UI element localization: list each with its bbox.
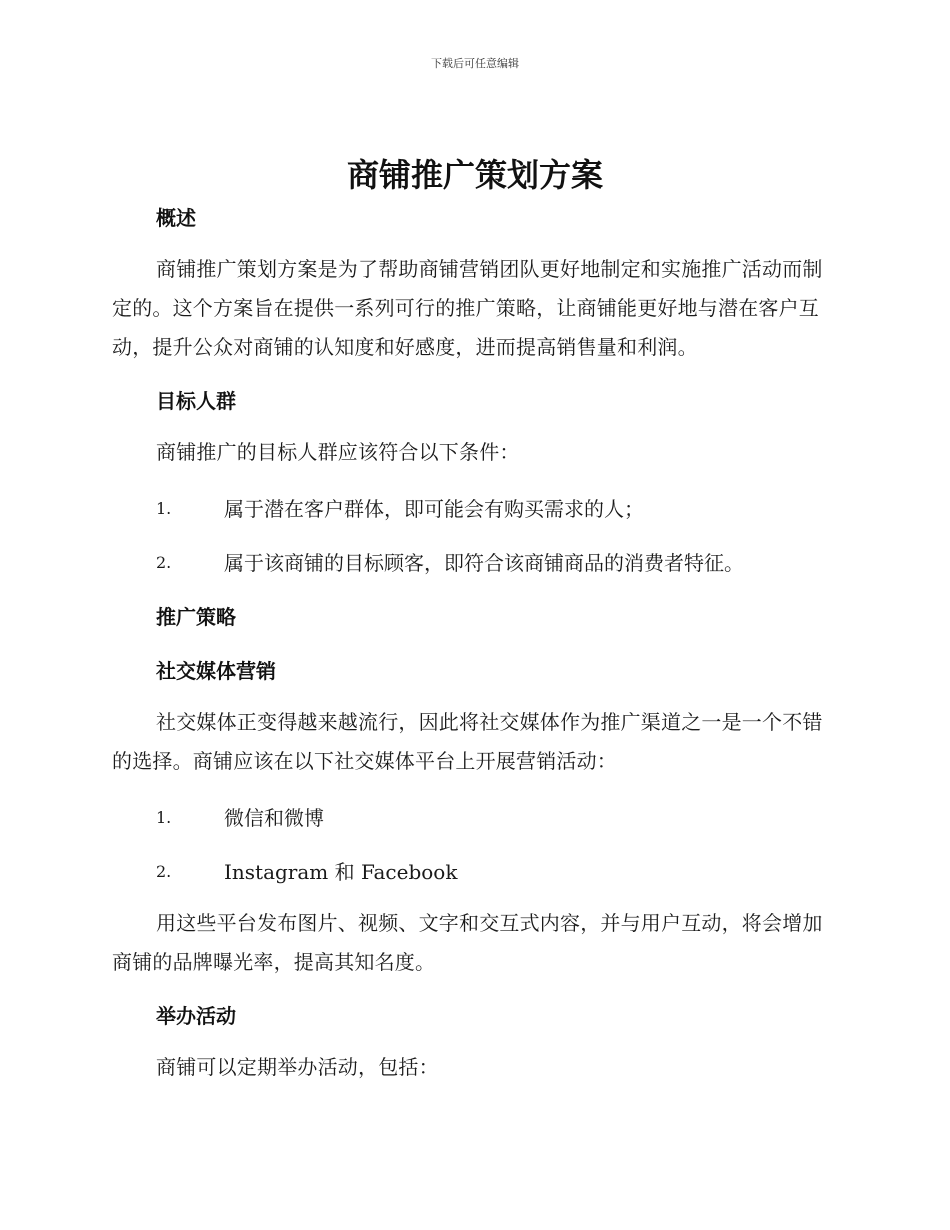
section-heading-target: 目标人群	[156, 389, 236, 413]
list-number: 2.	[156, 862, 172, 881]
document-title: 商铺推广策划方案	[346, 156, 603, 194]
header-note: 下载后可任意编辑	[431, 57, 519, 70]
list-number: 1.	[156, 808, 172, 827]
social-summary-paragraph: 用这些平台发布图片、视频、文字和交互式内容，并与用户互动，将会增加商铺的品牌曝光率，提高其知名度。	[112, 911, 823, 974]
list-text: Instagram 和 Facebook	[224, 860, 458, 884]
list-number: 1.	[156, 499, 172, 518]
social-paragraph: 社交媒体正变得越来越流行，因此将社交媒体作为推广渠道之一是一个不错的选择。商铺应该在以下社交媒体平台上开展营销活动：	[112, 710, 823, 773]
list-text: 属于潜在客户群体，即可能会有购买需求的人；	[224, 497, 644, 521]
section-heading-events: 举办活动	[156, 1004, 236, 1028]
list-item	[112, 796, 834, 850]
list-text: 属于该商铺的目标顾客，即符合该商铺商品的消费者特征。	[224, 551, 744, 575]
section-heading-strategy: 推广策略	[156, 605, 236, 629]
list-item	[112, 541, 834, 595]
target-paragraph: 商铺推广的目标人群应该符合以下条件：	[156, 440, 520, 464]
section-heading-overview: 概述	[156, 206, 196, 230]
section-heading-social: 社交媒体营销	[156, 659, 276, 683]
list-text: 微信和微博	[224, 806, 324, 830]
list-item	[112, 850, 834, 904]
document-body	[112, 196, 834, 1099]
list-item	[112, 487, 834, 541]
overview-paragraph: 商铺推广策划方案是为了帮助商铺营销团队更好地制定和实施推广活动而制定的。这个方案旨在提供一系列可行的推广策略，让商铺能更好地与潜在客户互动，提升公众对商铺的认知度和好感度，进而提高销售量和利润。	[112, 257, 823, 359]
list-number: 2.	[156, 553, 172, 572]
events-paragraph: 商铺可以定期举办活动，包括：	[156, 1055, 439, 1079]
